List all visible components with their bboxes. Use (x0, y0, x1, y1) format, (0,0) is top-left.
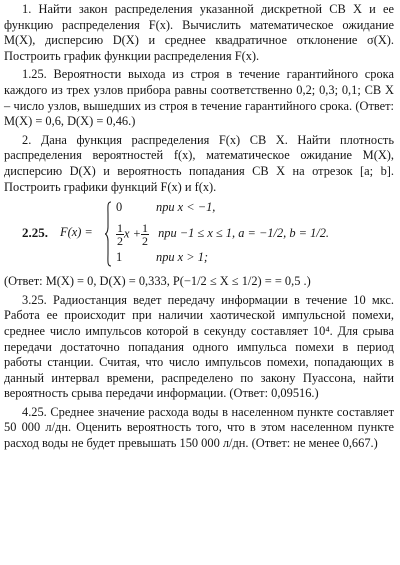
fraction-2: $\frac{1}{2}$ (141, 221, 148, 249)
case-1-condition: при x < −1, (156, 200, 216, 215)
problem-1-25: 1.25. Вероятности выхода из строя в течение гарантийного срока каждого из трех узлов прибора равны соответственно 0,2; 0,3; 0,1; СВ X – число узлов, вышедших из строя в течение гарантийного срока. (Ответ: M(X) = 0,6, D(X) = 0,46.) (4, 67, 394, 129)
task-2-instruction: 2. Дана функция распределения F(x) СВ X. Найти плотность распределения вероятностей f(x), математическое ожидание M(X), дисперсию D(X) и вероятность попадания СВ X на отрезок [a; b]. Построить графики функций F(x) и f(x). (4, 132, 394, 194)
formula-case-3 (116, 250, 209, 266)
formula-lhs: F(x) = (60, 225, 93, 240)
formula-2-25 (4, 198, 394, 272)
fraction-1: $\frac{1}{2}$ (117, 221, 123, 249)
problem-4-25: 4.25. Среднее значение расхода воды в населенном пункте составляет 50 000 л/дн. Оценить вероятность того, что в этом населенном пункте расход воды не будет превышать 150 000 л/дн. (Ответ: не менее 0,667.) (4, 404, 394, 451)
answer-2-25: (Ответ: M(X) = 0, D(X) = 0,333, P(−1/2 ≤ X ≤ 1/2) = = 0,5 .) (4, 274, 311, 289)
case-3-condition: при x > 1; (156, 250, 209, 265)
left-brace (104, 201, 112, 267)
formula-case-2 (116, 222, 329, 247)
formula-case-1 (116, 200, 216, 216)
case-1-value: 0 (116, 200, 123, 215)
task-1-instruction: 1. Найти закон распределения указанной дискретной СВ X и ее функцию распределения F(x). Вычислить математическое ожидание M(X), дисперсию D(X) и среднее квадратичное отклонение σ(X). Построить график функции распределения F(x). (4, 2, 394, 63)
problem-3-25: 3.25. Радиостанция ведет передачу информации в течение 10 мкс. Работа ее происходит при наличии хаотической импульсной помехи, среднее число импульсов которой в секунду составляет 10⁴. Для срыва передачи достаточно попадания одного импульса помехи в период работы станции. Считая, что число импульсов помехи, попадающих в данный интервал времени, распределено по закону Пуассона, найти вероятность срыва передачи информации. (Ответ: 0,09516.) (4, 292, 394, 401)
case-2-condition: при −1 ≤ x ≤ 1, a = −1/2, b = 1/2. (158, 226, 330, 241)
case-2-mid: x + (124, 226, 141, 241)
case-3-value: 1 (116, 250, 123, 265)
formula-number: 2.25. (22, 225, 48, 241)
